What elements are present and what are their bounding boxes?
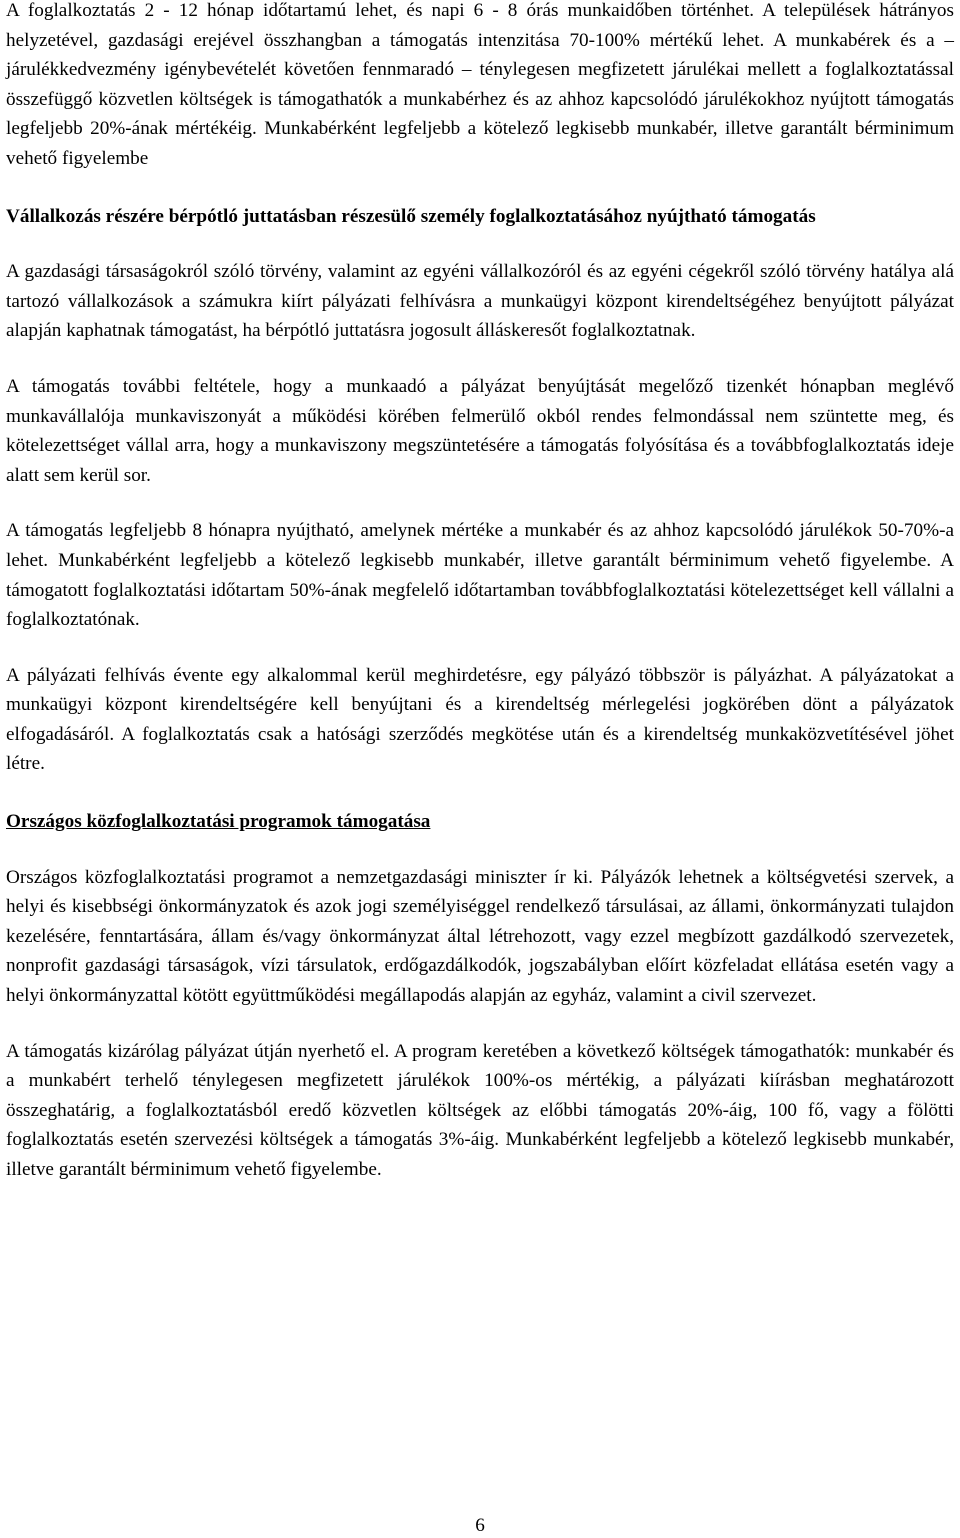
page-number: 6 <box>475 1515 485 1536</box>
paragraph-support-condition: A támogatás további feltétele, hogy a munkaadó a pályázat benyújtását megelőző tizenkét hónapban meglévő munkavállalója munkaviszonyát a működési körében felmerülő okból rendes felmondással nem szüntette meg, és kötelezettséget vállal arra, hogy a munkaviszony megszüntetésére a támogatás folyósítása és a továbbfoglalkoztatás ideje alatt sem kerül sor. <box>6 375 954 486</box>
heading-enterprise-support: Vállalkozás részére bérpótló juttatásban részesülő személy foglalkoztatásához nyújtható támogatás <box>6 205 816 227</box>
heading-national-public-works: Országos közfoglalkoztatási programok támogatása <box>6 811 431 833</box>
paragraph-call-for-applications: A pályázati felhívás évente egy alkalommal kerül meghirdetésre, egy pályázó többször is pályázhat. A pályázatokat a munkaügyi központ kirendeltségére kell benyújtani és a kirendeltség mérlegelési jogkörében dönt a pályázatok elfogadásáról. A foglalkoztatás csak a hatósági szerződés megkötése után és a kirendeltség munkaközvetítésével jöhet létre. <box>6 664 954 775</box>
paragraph-enterprise-eligibility: A gazdasági társaságokról szóló törvény, valamint az egyéni vállalkozóról és az egyéni cégekről szóló törvény hatálya alá tartozó vállalkozások a számukra kiírt pályázati felhívásra a munkaügyi központ kirendeltségéhez benyújtott pályázat alapján kaphatnak támogatást, ha bérpótló juttatásra jogosult álláskeresőt foglalkoztatnak. <box>6 261 954 342</box>
paragraph-employment-duration-part-c: Munkabérként legfeljebb a kötelező legkisebb munkabér, illetve garantált bérminimum vehető figyelembe <box>6 118 954 169</box>
document-page <box>6 0 954 1185</box>
paragraph-employment-duration <box>6 0 954 174</box>
paragraph-national-program-applicants: Országos közfoglalkoztatási programot a nemzetgazdasági miniszter ír ki. Pályázók lehetnek a költségvetési szervek, a helyi és kisebbségi önkormányzatok és azok jogi személyiséggel rendelkező társulásai, az állami, önkormányzati tulajdon kezelésére, fenntartására, állam és/vagy önkormányzat által létrehozott, vagy ezzel megbízott gazdálkodó szervezetek, nonprofit gazdasági társaságok, vízi társulatok, erdőgazdálkodók, jogszabályban előírt közfeladat ellátása esetén vagy a helyi önkormányzattal kötött együttműködési megállapodás alapján az egyház, valamint a civil szervezet. <box>6 866 954 1007</box>
paragraph-national-program-costs: A támogatás kizárólag pályázat útján nyerhető el. A program keretében a következő költségek támogathatók: munkabér és a munkabért terhelő ténylegesen megfizetett járulékok 100%-os mértékig, a pályázati kiírásban meghatározott összeghatárig, a foglalkoztatásból eredő közvetlen költségek az előbbi támogatás 20%-áig, 100 fő, vagy a fölötti foglalkoztatás esetén szervezési költségek a támogatás 3%-áig. Munkabérként legfeljebb a kötelező legkisebb munkabér, illetve garantált bérminimum vehető figyelembe. <box>6 1040 954 1180</box>
paragraph-employment-duration-part-b: A munkabérek és a – járulékkedvezmény igénybevételét követően fennmaradó – ténylegesen megfizetett járulékai mellett a foglalkoztatással összefüggő közvetlen költségek is támogathatók a munkabérhez és az ahhoz kapcsolódó járulékokhoz nyújtott támogatás legfeljebb 20%-ának mértékéig. <box>6 29 954 140</box>
paragraph-employment-duration-part-a: A foglalkoztatás 2 - 12 hónap időtartamú lehet, és napi 6 - 8 órás munkaidőben történhet. A települések hátrányos helyzetével, gazdasági erejével összhangban a támogatás intenzitása 70-100% mértékű lehet. <box>6 0 954 51</box>
paragraph-support-duration: A támogatás legfeljebb 8 hónapra nyújtható, amelynek mértéke a munkabér és az ahhoz kapcsolódó járulékok 50-70%-a lehet. Munkabérként legfeljebb a kötelező legkisebb munkabér, illetve garantált bérminimum vehető figyelembe. A támogatott foglalkoztatási időtartam 50%-ának megfelelő időtartamban továbbfoglalkoztatási kötelezettséget kell vállalni a foglalkoztatónak. <box>6 520 954 631</box>
